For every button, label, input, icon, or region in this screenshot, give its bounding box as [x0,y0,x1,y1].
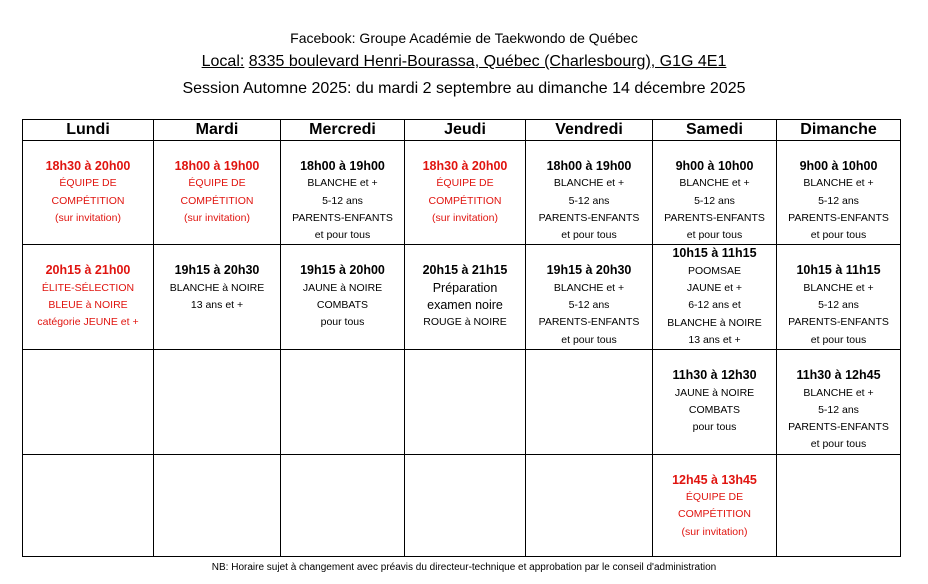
class-slot-content [653,141,776,244]
empty-slot [526,350,653,454]
class-slot-content [653,350,776,436]
empty-slot [154,454,281,556]
class-slot-content [281,245,404,331]
class-detail: PARENTS-ENFANTS [292,211,393,224]
address-label: Local: [201,53,245,70]
class-detail: PARENTS-ENFANTS [664,211,765,224]
class-detail: ÉQUIPE DE [436,177,494,190]
class-detail: 5-12 ans [818,403,859,416]
class-detail: 5-12 ans [818,194,859,207]
class-slot-content [23,245,153,331]
class-time: 18h30 à 20h00 [45,159,131,173]
class-detail: BLANCHE et + [803,386,874,399]
class-detail: JAUNE et + [686,282,743,295]
class-detail: COMPÉTITION [428,194,502,207]
class-detail: ÉQUIPE DE [685,491,744,504]
day-header-dimanche: Dimanche [777,120,901,141]
class-detail: ÉLITE-SÉLECTION [41,281,135,294]
class-slot [23,245,154,350]
class-slot-content [405,245,525,331]
class-detail: COMPÉTITION [180,194,254,207]
class-detail: BLEUE à NOIRE [48,299,128,312]
class-detail: 5-12 ans [568,194,610,207]
footnote: NB: Horaire sujet à changement avec préavis du directeur-technique et approbation par le conseil d'administration [211,562,717,573]
class-detail: 5-12 ans [694,194,735,207]
class-detail: BLANCHE et + [679,177,750,190]
class-detail: PARENTS-ENFANTS [788,421,889,434]
class-slot [777,350,901,454]
day-header-samedi: Samedi [653,120,777,141]
class-detail: PARENTS-ENFANTS [788,211,889,224]
class-detail: JAUNE à NOIRE [302,281,383,294]
empty-slot [405,350,526,454]
class-time: 19h15 à 20h00 [300,263,385,278]
class-detail: examen noire [427,298,503,313]
class-slot-content [526,245,652,348]
class-detail: PARENTS-ENFANTS [788,316,889,329]
class-time: 9h00 à 10h00 [799,159,878,173]
class-time: 9h00 à 10h00 [675,159,754,173]
class-slot [653,454,777,556]
class-detail: (sur invitation) [184,211,250,224]
class-slot [526,141,653,245]
class-detail: COMBATS [688,403,741,416]
class-detail: COMPÉTITION [678,508,751,521]
class-slot [653,350,777,454]
class-slot [154,141,281,245]
class-slot [23,141,154,245]
class-detail: BLANCHE à NOIRE [169,281,265,294]
schedule-row [23,454,901,556]
class-time: 20h15 à 21h15 [422,263,508,278]
class-detail: 5-12 ans [568,299,610,312]
class-slot [777,141,901,245]
class-detail: BLANCHE et + [553,281,625,294]
schedule-row [23,350,901,454]
schedule-body [23,141,901,557]
day-header-vendredi: Vendredi [526,120,653,141]
class-time: 19h15 à 20h30 [546,263,632,278]
empty-slot [281,350,405,454]
empty-slot [23,350,154,454]
class-detail: BLANCHE et + [803,177,874,190]
class-slot [154,245,281,350]
address-value: 8335 boulevard Henri-Bourassa, Québec (Charlesbourg), G1G 4E1 [248,53,727,70]
class-time: 18h30 à 20h00 [422,159,508,173]
class-detail: COMBATS [316,299,369,312]
class-detail: (sur invitation) [681,525,748,538]
class-detail: PARENTS-ENFANTS [538,211,640,224]
empty-slot [777,454,901,556]
class-detail: ÉQUIPE DE [59,177,117,190]
class-slot-content [23,141,153,227]
facebook-line: Facebook: Groupe Académie de Taekwondo de Québec [290,30,638,46]
class-detail: 13 ans et + [190,299,244,312]
empty-slot [23,454,154,556]
class-slot [526,245,653,350]
empty-slot [526,454,653,556]
class-slot [653,245,777,350]
class-detail: PARENTS-ENFANTS [538,316,640,329]
class-detail: BLANCHE et + [803,281,874,294]
class-detail: (sur invitation) [432,211,498,224]
class-time: 18h00 à 19h00 [300,159,385,173]
session-line: Session Automne 2025: du mardi 2 septembre au dimanche 14 décembre 2025 [182,80,746,97]
class-time: 11h30 à 12h45 [796,368,881,383]
class-slot-content [405,141,525,227]
class-detail: 5-12 ans [322,194,363,207]
class-detail: et pour tous [561,229,617,242]
schedule-row [23,245,901,350]
class-detail: 5-12 ans [818,299,859,312]
class-detail: catégorie JEUNE et + [37,316,139,329]
day-header-mercredi: Mercredi [281,120,405,141]
schedule-row [23,141,901,245]
class-detail: ÉQUIPE DE [188,177,246,190]
class-detail: BLANCHE et + [553,177,625,190]
class-detail: 13 ans et + [688,333,741,346]
class-detail: POOMSAE [687,264,742,277]
class-slot [777,245,901,350]
class-slot-content [777,245,900,348]
class-detail: et pour tous [686,229,743,242]
class-time: 18h00 à 19h00 [174,159,260,173]
class-detail: 6-12 ans et [688,299,741,312]
class-time: 12h45 à 13h45 [672,472,757,487]
class-detail: et pour tous [810,438,867,451]
class-detail: pour tous [320,316,365,329]
class-slot [653,141,777,245]
class-detail: et pour tous [561,333,617,346]
empty-slot [405,454,526,556]
class-slot [281,245,405,350]
days-header-row [23,120,901,141]
class-slot-content [777,141,900,244]
class-time: 11h30 à 12h30 [672,368,757,383]
class-slot [281,141,405,245]
class-slot-content [653,245,776,349]
class-detail: BLANCHE et + [307,177,378,190]
day-header-mardi: Mardi [154,120,281,141]
class-detail: pour tous [692,421,737,434]
class-detail: (sur invitation) [55,211,121,224]
empty-slot [281,454,405,556]
class-slot [405,141,526,245]
class-slot-content [281,141,404,244]
class-time: 19h15 à 20h30 [174,263,260,278]
class-slot-content [653,455,776,541]
day-header-jeudi: Jeudi [405,120,526,141]
class-detail: ROUGE à NOIRE [423,316,507,329]
class-slot-content [154,141,280,227]
class-time: 20h15 à 21h00 [45,263,131,278]
schedule-table [22,119,901,557]
class-detail: et pour tous [810,229,867,242]
address-line [0,53,928,71]
class-time: 18h00 à 19h00 [546,159,632,173]
class-detail: et pour tous [810,333,867,346]
class-detail: Préparation [432,280,498,295]
class-slot-content [777,350,900,453]
class-time: 10h15 à 11h15 [672,246,757,261]
class-slot [405,245,526,350]
class-detail: COMPÉTITION [51,194,125,207]
class-detail: et pour tous [314,229,371,242]
day-header-lundi: Lundi [23,120,154,141]
class-slot-content [154,245,280,314]
class-slot-content [526,141,652,244]
empty-slot [154,350,281,454]
class-detail: BLANCHE à NOIRE [667,316,762,329]
class-detail: JAUNE à NOIRE [674,386,755,399]
class-time: 10h15 à 11h15 [796,263,881,278]
